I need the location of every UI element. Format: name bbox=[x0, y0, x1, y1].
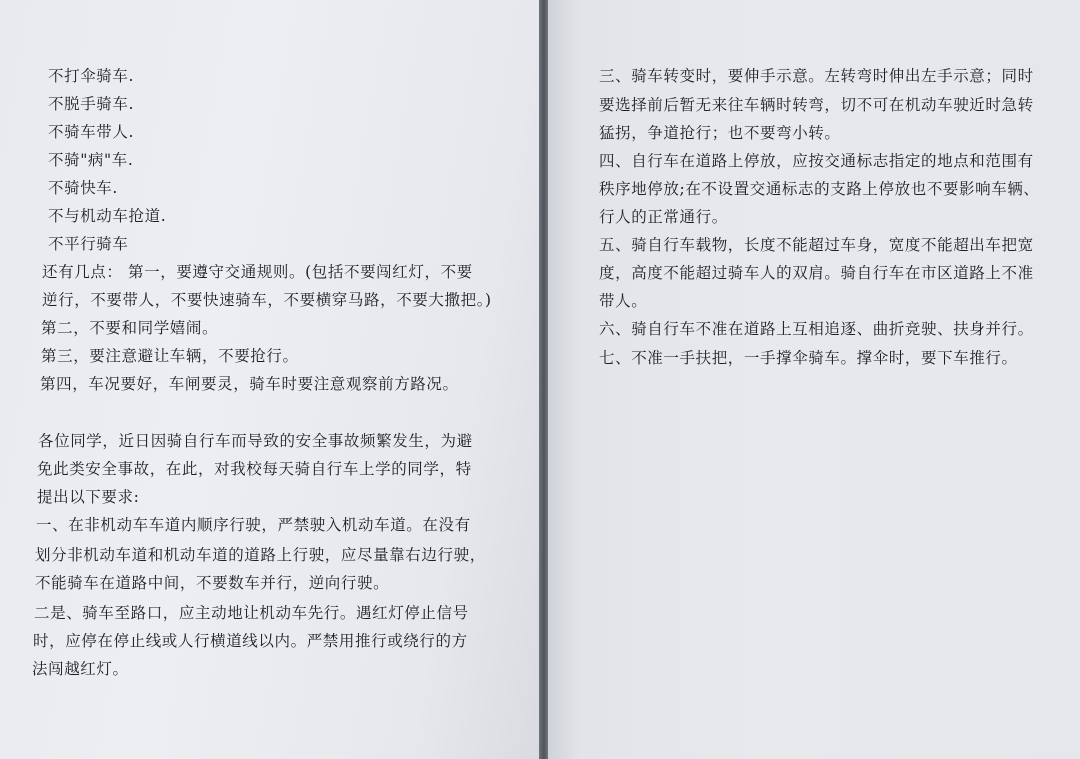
rule-line: 不与机动车抢道. bbox=[48, 207, 167, 225]
rule-line: 要选择前后暂无来往车辆时转弯，切不可在机动车驶近时急转 bbox=[599, 96, 1034, 114]
rule-line: 不骑车带人. bbox=[48, 123, 135, 141]
point-line: 第三，要注意避让车辆，不要抢行。 bbox=[41, 347, 299, 365]
rule-line: 五、骑自行车载物，长度不能超过车身，宽度不能超出车把宽 bbox=[599, 236, 1034, 254]
rule-line: 不骑"病"车. bbox=[48, 151, 134, 169]
notice-line: 不能骑车在道路中间，不要数车并行，逆向行驶。 bbox=[35, 574, 390, 592]
rule-line: 三、骑车转变时，要伸手示意。左转弯时伸出左手示意；同时 bbox=[599, 67, 1034, 85]
rule-line: 不骑快车. bbox=[48, 179, 118, 197]
rule-line: 六、骑自行车不准在道路上互相追逐、曲折竞驶、扶身并行。 bbox=[599, 320, 1034, 338]
notice-line: 时，应停在停止线或人行横道线以内。严禁用推行或绕行的方 bbox=[33, 632, 468, 650]
notice-line: 法闯越红灯。 bbox=[32, 660, 129, 678]
notice-line: 划分非机动车道和机动车道的道路上行驶，应尽量靠右边行驶， bbox=[35, 546, 486, 564]
rule-line: 四、自行车在道路上停放，应按交通标志指定的地点和范围有 bbox=[599, 152, 1034, 170]
rule-line: 七、不准一手扶把，一手撑伞骑车。撑伞时，要下车推行。 bbox=[599, 349, 1018, 367]
point-line: 逆行，不要带人，不要快速骑车，不要横穿马路，不要大撒把。) bbox=[42, 291, 492, 309]
notice-line: 各位同学，近日因骑自行车而导致的安全事故频繁发生，为避 bbox=[38, 432, 473, 450]
rule-line: 秩序地停放;在不设置交通标志的支路上停放也不要影响车辆、 bbox=[599, 180, 1040, 198]
rule-line: 不打伞骑车. bbox=[48, 67, 135, 85]
right-page bbox=[548, 0, 1080, 759]
rule-line: 行人的正常通行。 bbox=[599, 208, 728, 226]
rule-line: 度，高度不能超过骑车人的双肩。骑自行车在市区道路上不准 bbox=[599, 264, 1034, 282]
rule-line: 不脱手骑车. bbox=[48, 95, 135, 113]
point-line: 第二，不要和同学嬉闹。 bbox=[41, 319, 219, 337]
notice-line: 提出以下要求: bbox=[37, 488, 140, 506]
notice-line: 二是、骑车至路口，应主动地让机动车先行。遇红灯停止信号 bbox=[34, 604, 469, 622]
rule-line: 猛拐，争道抢行；也不要弯小转。 bbox=[599, 124, 841, 142]
notice-line: 一、在非机动车车道内顺序行驶，严禁驶入机动车道。在没有 bbox=[36, 516, 471, 534]
rule-line: 带人。 bbox=[599, 292, 648, 310]
point-line: 还有几点： 第一，要遵守交通规则。(包括不要闯红灯，不要 bbox=[42, 263, 473, 281]
rule-line: 不平行骑车 bbox=[48, 235, 129, 253]
notice-line: 免此类安全事故，在此，对我校每天骑自行车上学的同学，特 bbox=[37, 460, 472, 478]
point-line: 第四，车况要好，车闸要灵，骑车时要注意观察前方路况。 bbox=[40, 375, 459, 393]
